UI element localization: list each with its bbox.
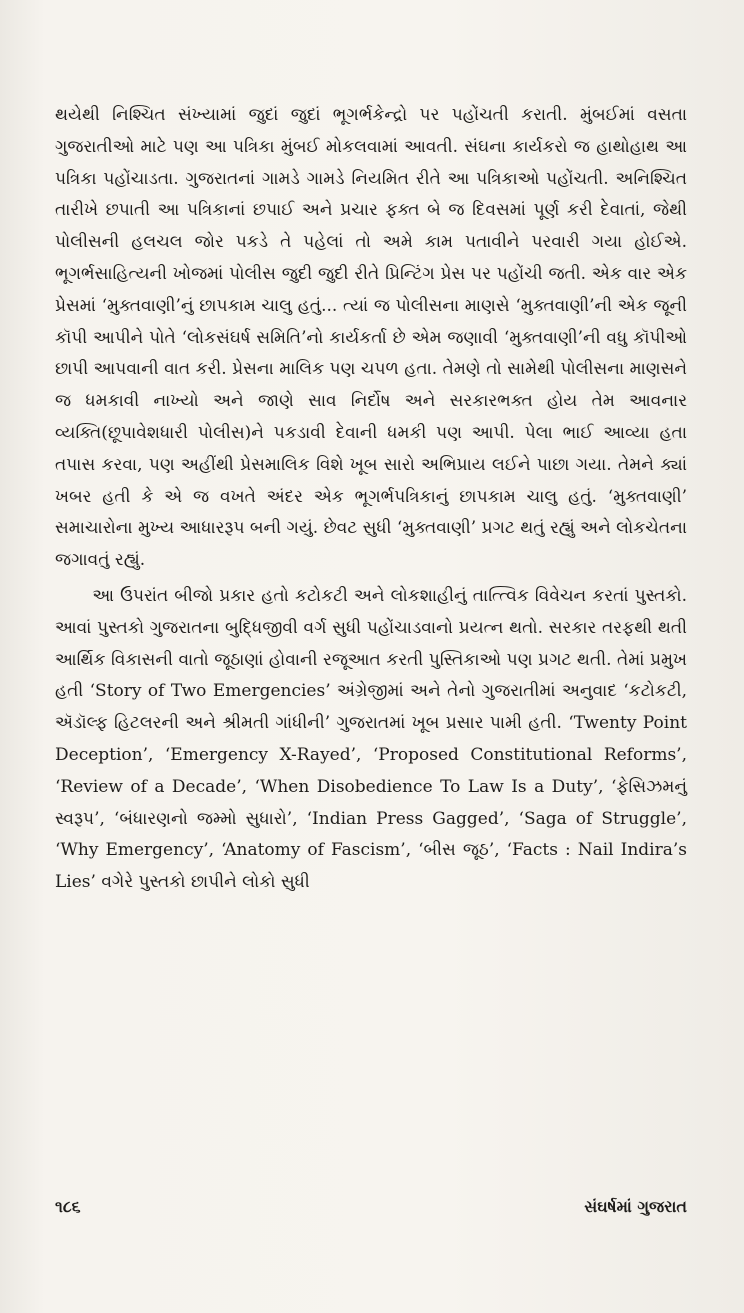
paragraph-2: આ ઉપરાંત બીજો પ્રકાર હતો કટોકટી અને લોકશાહીનું તાત્ત્વિક વિવેચન કરતાં પુસ્તકો. આવાં પુસ્તકો ગુજરાતના બુદ્ધિજીવી વર્ગ સુધી પહોંચાડવાનો પ્રયત્ન થતો. સરકાર તરફથી થતી આર્થિક વિકાસની વાતો જૂઠાણાં હોવાની રજૂઆત કરતી પુસ્તિકાઓ પણ પ્રગટ થતી. તેમાં પ્રમુખ હતી ‘Story of Two Emergencies’ અંગ્રેજીમાં અને તેનો ગુજરાતીમાં અનુવાદ ‘કટોકટી, ઍડૉલ્ફ હિટલરની અને શ્રીમતી ગાંધીની’ ગુજરાતમાં ખૂબ પ્રસાર પામી હતી. ‘Twenty Point Deception’, ‘Emergency X-Rayed’, ‘Proposed Constitutional Reforms’, ‘Review of a Decade’, ‘When Disobedience To Law Is a Duty’, ‘ફેસિઝમનું સ્વરૂપ’, ‘બંધારણનો જમ્મો સુધારો’, ‘Indian Press Gagged’, ‘Saga of Struggle’, ‘Why Emergency’, ‘Anatomy of Fascism’, ‘બીસ જૂઠ’, ‘Facts : Nail Indira’s Lies’ વગેરે પુસ્તકો છાપીને લોકો સુધી: [55, 585, 687, 893]
page-footer: [55, 1197, 687, 1217]
body-text: [55, 100, 687, 899]
page-number: ૧૮૬: [55, 1197, 81, 1216]
running-title: સંઘર્ષમાં ગુજરાત: [584, 1197, 687, 1216]
paragraph-1: થયેથી નિશ્ચિત સંખ્યામાં જુદાં જુદાં ભૂગર્ભકેન્દ્રો પર પહોંચતી કરાતી. મુંબઈમાં વસતા ગુજરાતીઓ માટે પણ આ પત્રિકા મુંબઈ મોકલવામાં આવતી. સંઘના કાર્યકરો જ હાથોહાથ આ પત્રિકા પહોંચાડતા. ગુજરાતનાં ગામડે ગામડે નિયમિત રીતે આ પત્રિકાઓ પહોંચતી. અનિશ્ચિત તારીખે છપાતી આ પત્રિકાનાં છપાઈ અને પ્રચાર ફક્ત બે જ દિવસમાં પૂર્ણ કરી દેવાતાં, જેથી પોલીસની હલચલ જોર પકડે તે પહેલાં તો અમે કામ પતાવીને પરવારી ગયા હોઈએ. ભૂગર્ભસાહિત્યની ખોજમાં પોલીસ જુદી જુદી રીતે પ્રિન્ટિંગ પ્રેસ પર પહોંચી જતી. એક વાર એક પ્રેસમાં ‘મુક્તવાણી’નું છાપકામ ચાલુ હતું... ત્યાં જ પોલીસના માણસે ‘મુક્તવાણી’ની એક જૂની કૉપી આપીને પોતે ‘લોકસંઘર્ષ સમિતિ’નો કાર્યકર્તા છે એમ જણાવી ‘મુક્તવાણી’ની વધુ કૉપીઓ છાપી આપવાની વાત કરી. પ્રેસના માલિક પણ ચપળ હતા. તેમણે તો સામેથી પોલીસના માણસને જ ધમકાવી નાખ્યો અને જાણે સાવ નિર્દોષ અને સરકારભક્ત હોય તેમ આવનાર વ્યક્તિ(છૂપાવેશધારી પોલીસ)ને પકડાવી દેવાની ધમકી પણ આપી. પેલા ભાઈ આવ્યા હતા તપાસ કરવા, પણ અહીંથી પ્રેસમાલિક વિશે ખૂબ સારો અભિપ્રાય લઈને પાછા ગયા. તેમને ક્યાં ખબર હતી કે એ જ વખતે અંદર એક ભૂગર્ભપત્રિકાનું છાપકામ ચાલુ હતું. ‘મુક્તવાણી’ સમાચારોના મુખ્ય આધારરૂપ બની ગયું. છેવટ સુધી ‘મુક્તવાણી’ પ્રગટ થતું રહ્યું અને લોકચેતના જગાવતું રહ્યું.: [55, 105, 687, 571]
